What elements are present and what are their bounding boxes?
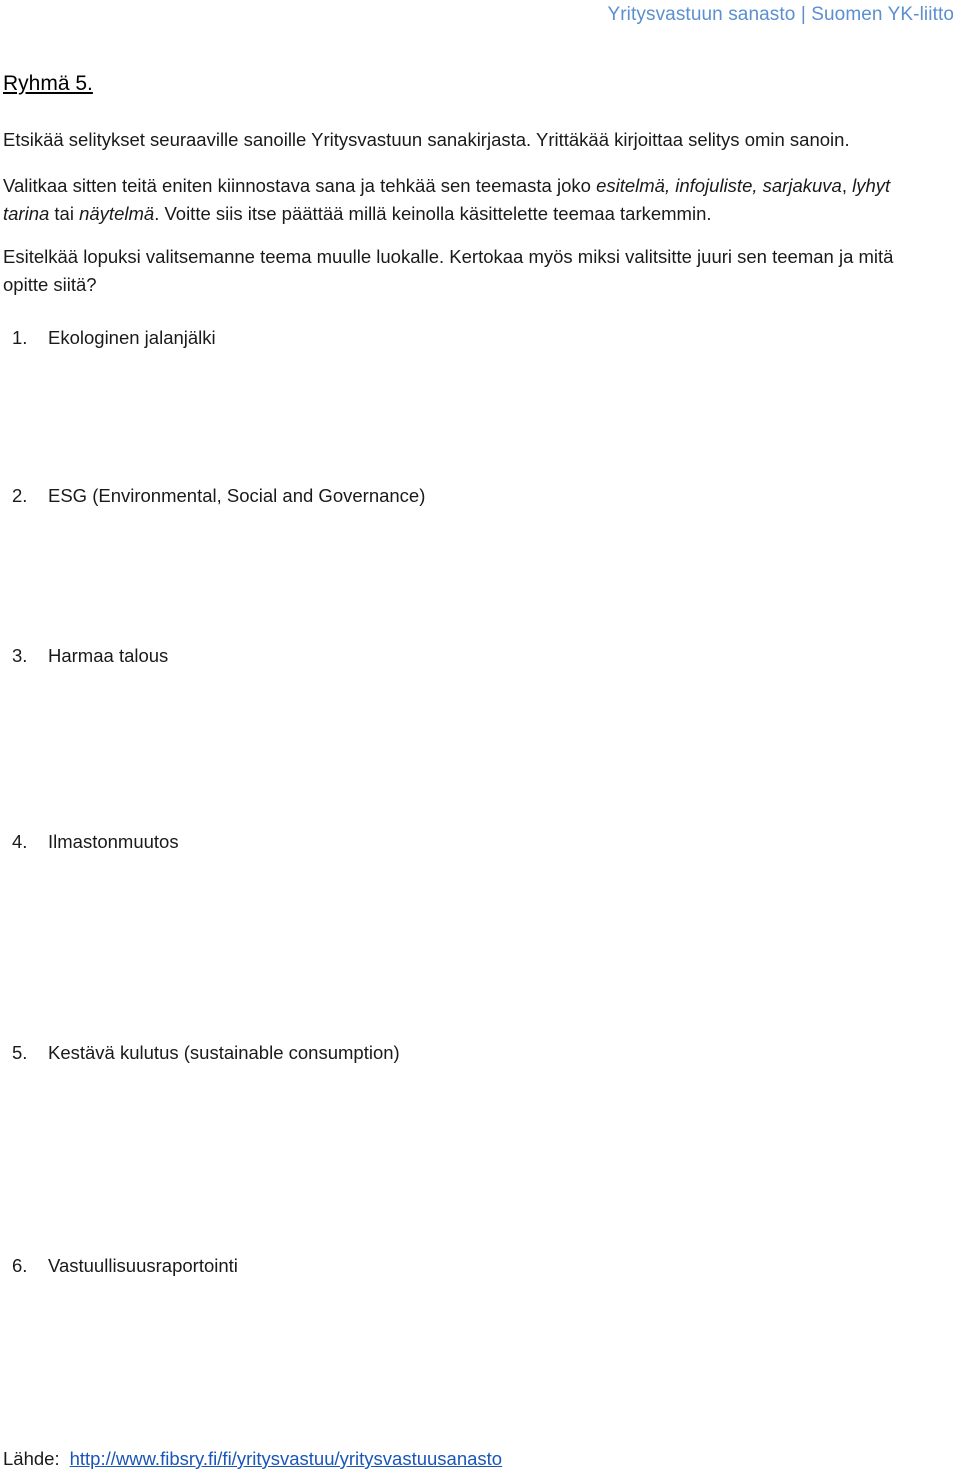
term-label: Vastuullisuusraportointi <box>48 1255 238 1276</box>
term-number: 1. <box>12 327 28 348</box>
term-item-1 <box>12 327 216 349</box>
term-item-4 <box>12 831 179 853</box>
source-line <box>3 1448 502 1470</box>
term-number: 4. <box>12 831 28 852</box>
instruction-text: Valitkaa sitten teitä eniten kiinnostava sana ja tehkää sen teemasta joko <box>3 175 597 196</box>
term-item-5 <box>12 1042 400 1064</box>
instruction-text: . Voitte siis itse päättää millä keinolla käsittelette teemaa tarkemmin. <box>154 203 712 224</box>
instruction-text: tai <box>49 203 80 224</box>
term-item-6 <box>12 1255 238 1277</box>
instruction-paragraph-3 <box>3 243 893 299</box>
instruction-text: , <box>841 175 853 196</box>
term-number: 5. <box>12 1042 28 1063</box>
group-title: Ryhmä 5. <box>3 72 93 95</box>
term-label: Ekologinen jalanjälki <box>48 327 216 348</box>
instruction-italic-option: lyhyt <box>852 175 891 196</box>
instruction-italic-options: esitelmä, infojuliste, sarjakuva <box>596 175 842 196</box>
term-label: Kestävä kulutus (sustainable consumption) <box>48 1042 400 1063</box>
term-label: Ilmastonmuutos <box>48 831 179 852</box>
instruction-line: Esitelkää lopuksi valitsemanne teema muulle luokalle. Kertokaa myös miksi valitsitte juuri sen teeman ja mitä <box>3 246 894 267</box>
instruction-italic-option: näytelmä <box>79 203 155 224</box>
instruction-line: opitte siitä? <box>3 274 97 295</box>
source-label: Lähde: <box>3 1448 60 1469</box>
term-label: ESG (Environmental, Social and Governance) <box>48 485 426 506</box>
term-number: 3. <box>12 645 28 666</box>
term-item-3 <box>12 645 168 667</box>
source-link[interactable]: http://www.fibsry.fi/fi/yritysvastuu/yritysvastuusanasto <box>69 1448 503 1469</box>
instruction-paragraph-1: Etsikää selitykset seuraaville sanoille Yritysvastuun sanakirjasta. Yrittäkää kirjoittaa selitys omin sanoin. <box>3 129 850 150</box>
instruction-italic-option: tarina <box>3 203 50 224</box>
term-number: 2. <box>12 485 28 506</box>
term-number: 6. <box>12 1255 28 1276</box>
page-header-title: Yritysvastuun sanasto | Suomen YK-liitto <box>607 4 954 25</box>
instruction-paragraph-2 <box>3 172 890 228</box>
term-label: Harmaa talous <box>48 645 169 666</box>
term-item-2 <box>12 485 425 507</box>
